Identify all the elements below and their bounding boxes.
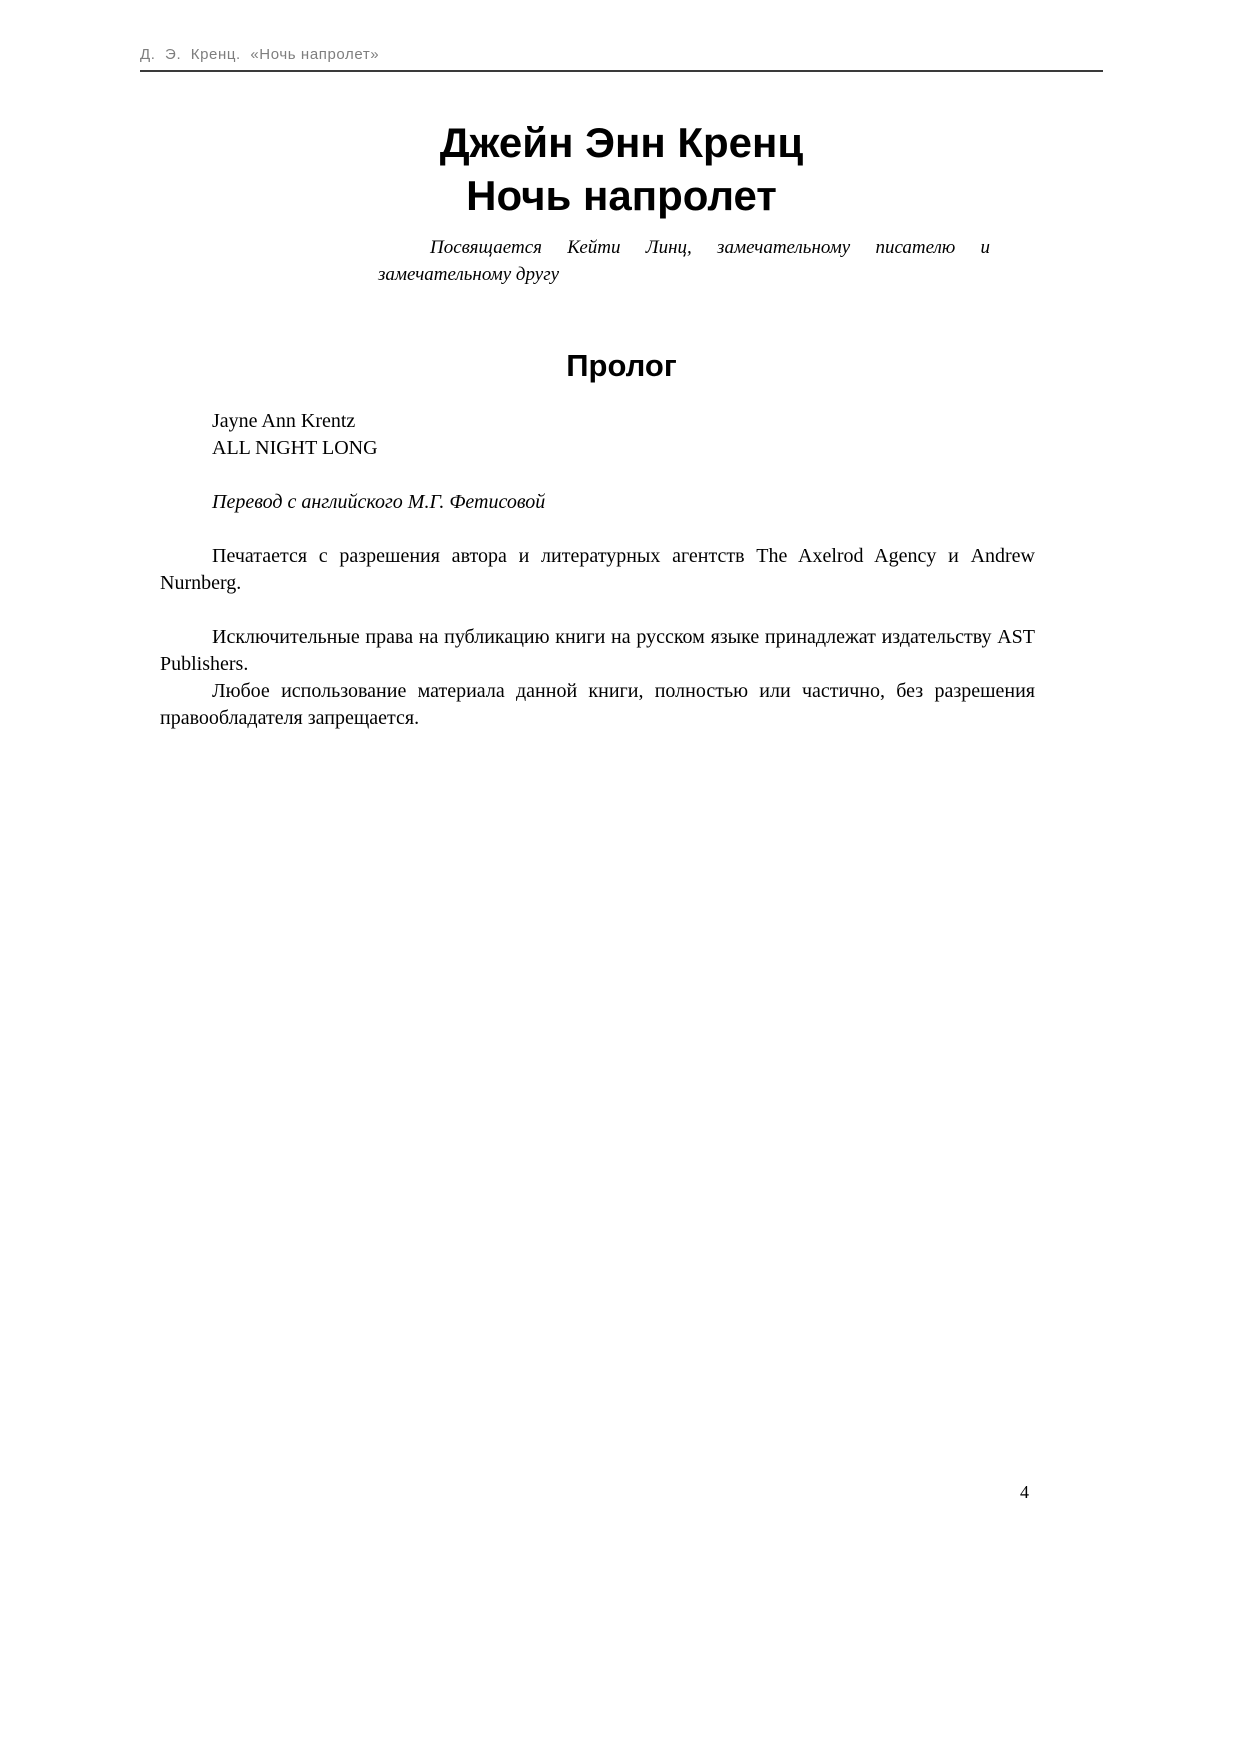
chapter-heading: Пролог <box>566 348 677 383</box>
paragraph-publishing: Печатается с разрешения автора и литературных агентств The Axelrod Agency и Andrew Nurnberg. <box>160 545 1035 594</box>
translator-note: Перевод с английского М.Г. Фетисовой <box>212 491 546 513</box>
header-divider <box>140 70 1103 72</box>
page-header <box>140 46 1103 72</box>
original-title-line: ALL NIGHT LONG <box>212 437 378 459</box>
body-text <box>160 408 1035 732</box>
book-title-block <box>140 116 1103 222</box>
page-number: 4 <box>1020 1482 1029 1502</box>
book-author-title: Джейн Энн Кренц <box>439 119 804 166</box>
dedication-line-1: Посвящается Кейти Линц, замечательному писателю и <box>430 237 990 258</box>
paragraph-usage: Любое использование материала данной книги, полностью или частично, без разрешения правообладателя запрещается. <box>160 680 1035 729</box>
book-name-title: Ночь напролет <box>466 172 777 219</box>
dedication-line-2: замечательному другу <box>378 264 560 285</box>
original-author-line: Jayne Ann Krentz <box>212 410 356 432</box>
running-header-text: Д. Э. Кренц. «Ночь напролет» <box>140 46 380 63</box>
paragraph-rights: Исключительные права на публикацию книги на русском языке принадлежат издательству AST Publishers. <box>160 626 1035 675</box>
dedication <box>378 234 990 288</box>
